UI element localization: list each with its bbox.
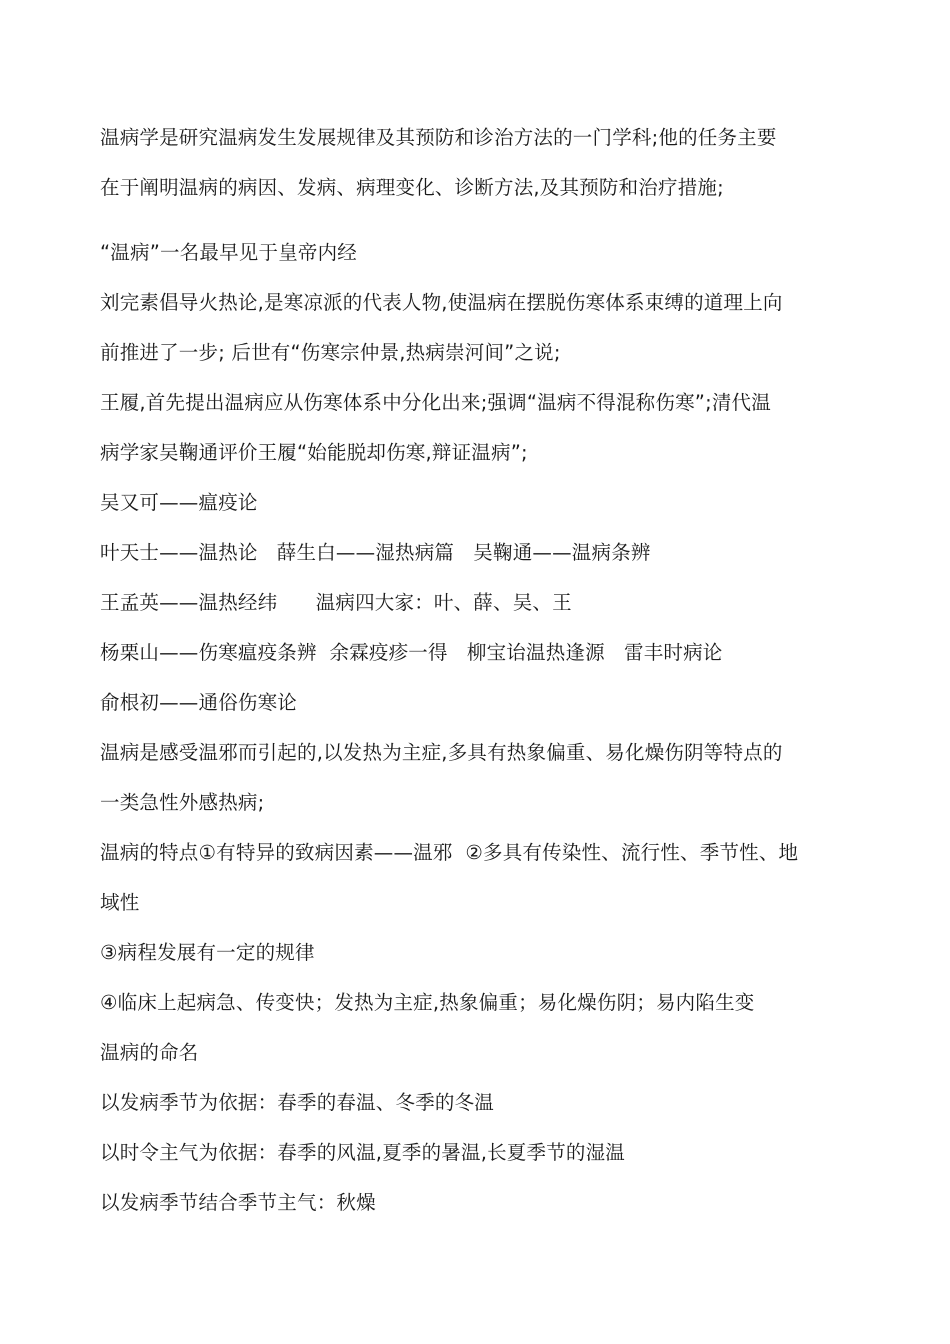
text-line: 一类急性外感热病; xyxy=(100,791,265,814)
text-line: 温病学是研究温病发生发展规律及其预防和诊治方法的一门学科;他的任务主要 xyxy=(100,126,777,149)
text-line: 以发病季节结合季节主气：秋燥 xyxy=(100,1191,376,1214)
text-line: 以时令主气为依据：春季的风温,夏季的暑温,长夏季节的湿温 xyxy=(100,1141,625,1164)
text-line: 温病的特点①有特异的致病因素——温邪 ②多具有传染性、流行性、季节性、地 xyxy=(100,841,799,864)
text-line: 温病是感受温邪而引起的,以发热为主症,多具有热象偏重、易化燥伤阴等特点的 xyxy=(100,741,783,764)
text-line: 杨栗山——伤寒瘟疫条辨 余霖疫疹一得 柳宝诒温热逢源 雷丰时病论 xyxy=(100,641,723,664)
text-line: 王孟英——温热经纬 温病四大家：叶、薛、吴、王 xyxy=(100,591,572,614)
text-line: 吴又可——瘟疫论 xyxy=(100,491,258,514)
text-line: 病学家吴鞠通评价王履“始能脱却伤寒,辩证温病”; xyxy=(100,441,528,464)
text-line: “温病”一名最早见于皇帝内经 xyxy=(100,241,358,264)
text-line: 在于阐明温病的病因、发病、病理变化、诊断方法,及其预防和治疗措施; xyxy=(100,176,724,199)
text-line: 俞根初——通俗伤寒论 xyxy=(100,691,298,714)
text-line: 叶天士——温热论 薛生白——湿热病篇 吴鞠通——温病条辨 xyxy=(100,541,651,564)
text-line: 域性 xyxy=(100,891,140,914)
text-line: 前推进了一步; 后世有“伤寒宗仲景,热病崇河间”之说; xyxy=(100,341,561,364)
text-line: 以发病季节为依据：春季的春温、冬季的冬温 xyxy=(100,1091,495,1114)
text-line: 刘完素倡导火热论,是寒凉派的代表人物,使温病在摆脱伤寒体系束缚的道理上向 xyxy=(100,291,783,314)
text-line: ③病程发展有一定的规律 xyxy=(100,941,315,964)
text-line: 温病的命名 xyxy=(100,1041,199,1064)
text-line: 王履,首先提出温病应从伤寒体系中分化出来;强调“温病不得混称伤寒”;清代温 xyxy=(100,391,771,414)
text-line: ④临床上起病急、传变快；发热为主症,热象偏重；易化燥伤阴；易内陷生变 xyxy=(100,991,755,1014)
